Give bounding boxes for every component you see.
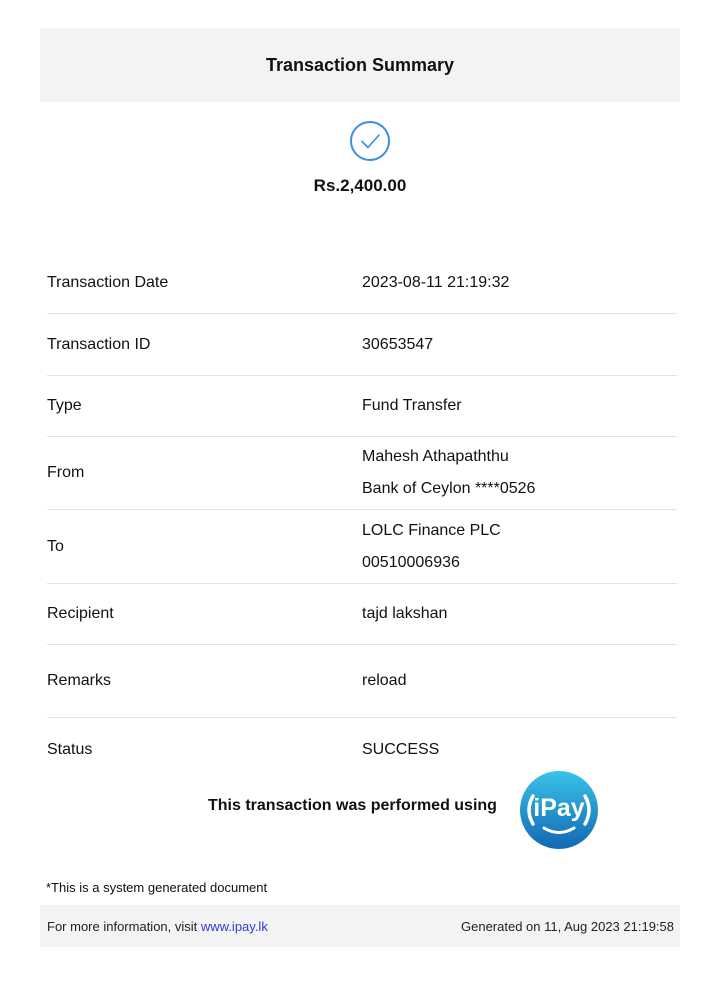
- detail-value-to: [362, 522, 501, 572]
- detail-label-recipient: Recipient: [47, 605, 114, 622]
- ipay-logo: [519, 770, 599, 850]
- detail-row-type: [47, 376, 677, 437]
- detail-label-type: Type: [47, 397, 82, 414]
- performed-using-section: [0, 770, 720, 850]
- transaction-details: [47, 253, 677, 782]
- generated-timestamp: Generated on 11, Aug 2023 21:19:58: [461, 919, 674, 934]
- footer-bar: [40, 905, 680, 947]
- check-circle-icon: [349, 120, 391, 162]
- detail-label-to: To: [47, 537, 64, 555]
- from-account-name: Mahesh Athapaththu: [362, 448, 509, 465]
- detail-value-date: 2023-08-11 21:19:32: [362, 274, 510, 291]
- from-account-bank: Bank of Ceylon ****0526: [362, 480, 536, 497]
- detail-row-date: [47, 253, 677, 314]
- to-account-number: 00510006936: [362, 553, 460, 571]
- page-title: Transaction Summary: [265, 54, 455, 75]
- detail-value-remarks: reload: [362, 672, 407, 689]
- footer-info-prefix: For more information, visit: [47, 919, 201, 934]
- detail-label-from: From: [47, 464, 85, 481]
- footer-info: [47, 919, 268, 934]
- detail-row-id: [47, 314, 677, 376]
- detail-label-date: Transaction Date: [47, 274, 169, 291]
- detail-value-status: SUCCESS: [362, 741, 440, 758]
- transaction-amount: Rs.2,400.00: [313, 176, 407, 195]
- detail-label-id: Transaction ID: [47, 335, 151, 353]
- to-account-name: LOLC Finance PLC: [362, 521, 501, 539]
- detail-row-remarks: [47, 645, 677, 718]
- detail-value-recipient: tajd lakshan: [362, 605, 448, 622]
- detail-value-id: 30653547: [362, 335, 434, 353]
- svg-text:iPay: iPay: [533, 794, 585, 822]
- detail-row-recipient: [47, 584, 677, 645]
- ipay-website-link[interactable]: www.ipay.lk: [200, 919, 268, 934]
- detail-row-to: [47, 510, 677, 584]
- detail-value-type: Fund Transfer: [362, 397, 462, 414]
- detail-label-status: Status: [47, 741, 93, 758]
- system-generated-note: *This is a system generated document: [46, 880, 268, 895]
- header-bar: [40, 28, 680, 102]
- detail-row-from: [47, 437, 677, 510]
- performed-using-text: This transaction was performed using: [208, 797, 497, 814]
- detail-value-from: [362, 448, 535, 498]
- detail-label-remarks: Remarks: [47, 672, 112, 689]
